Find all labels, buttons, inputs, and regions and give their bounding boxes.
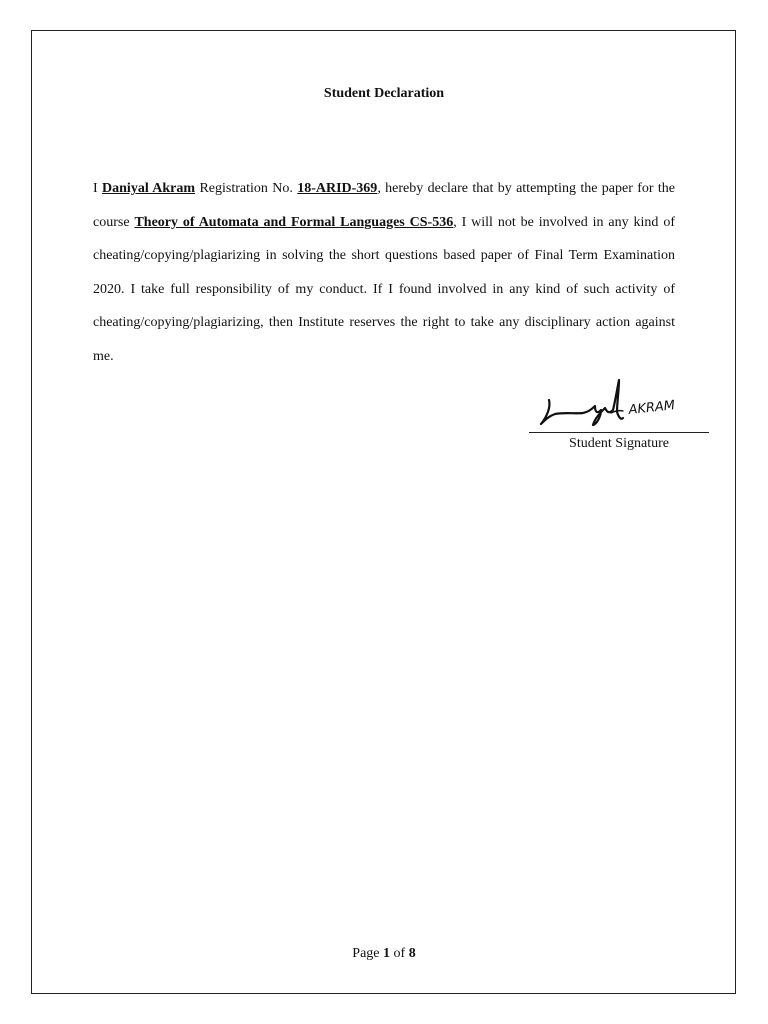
registration-label: Registration No. — [199, 181, 293, 196]
handwritten-signature — [535, 370, 710, 430]
intro-word: I — [93, 181, 98, 196]
declare-text: , hereby declare that by attempting the paper for the course — [93, 181, 676, 230]
total-pages: 8 — [408, 946, 416, 961]
signature-label: Student Signature — [569, 436, 669, 451]
declaration-paragraph — [93, 172, 675, 374]
signature-line — [529, 432, 709, 433]
registration-number: 18-ARID-369 — [297, 181, 378, 196]
signature-block — [525, 370, 710, 490]
page-word: Page — [352, 946, 380, 961]
student-name: Daniyal Akram — [102, 181, 196, 196]
of-word: of — [393, 946, 406, 961]
course-name: Theory of Automata and Formal Languages CS-536 — [134, 214, 454, 230]
page-number-footer — [0, 946, 768, 962]
declaration-body: , I will not be involved in any kind of cheating/copying/plagiarizing in solving the short questions based paper of Final Term Examination 2020. I take full responsibility of my conduct. If I found involved in any kind of such activity of cheating/copying/plagiarizing, then Institute reserves the right to take any disciplinary action against me. — [93, 214, 675, 364]
page-title: Student Declaration — [323, 86, 445, 101]
signature-handwriting: AKRAM — [627, 398, 676, 418]
current-page: 1 — [383, 946, 391, 961]
